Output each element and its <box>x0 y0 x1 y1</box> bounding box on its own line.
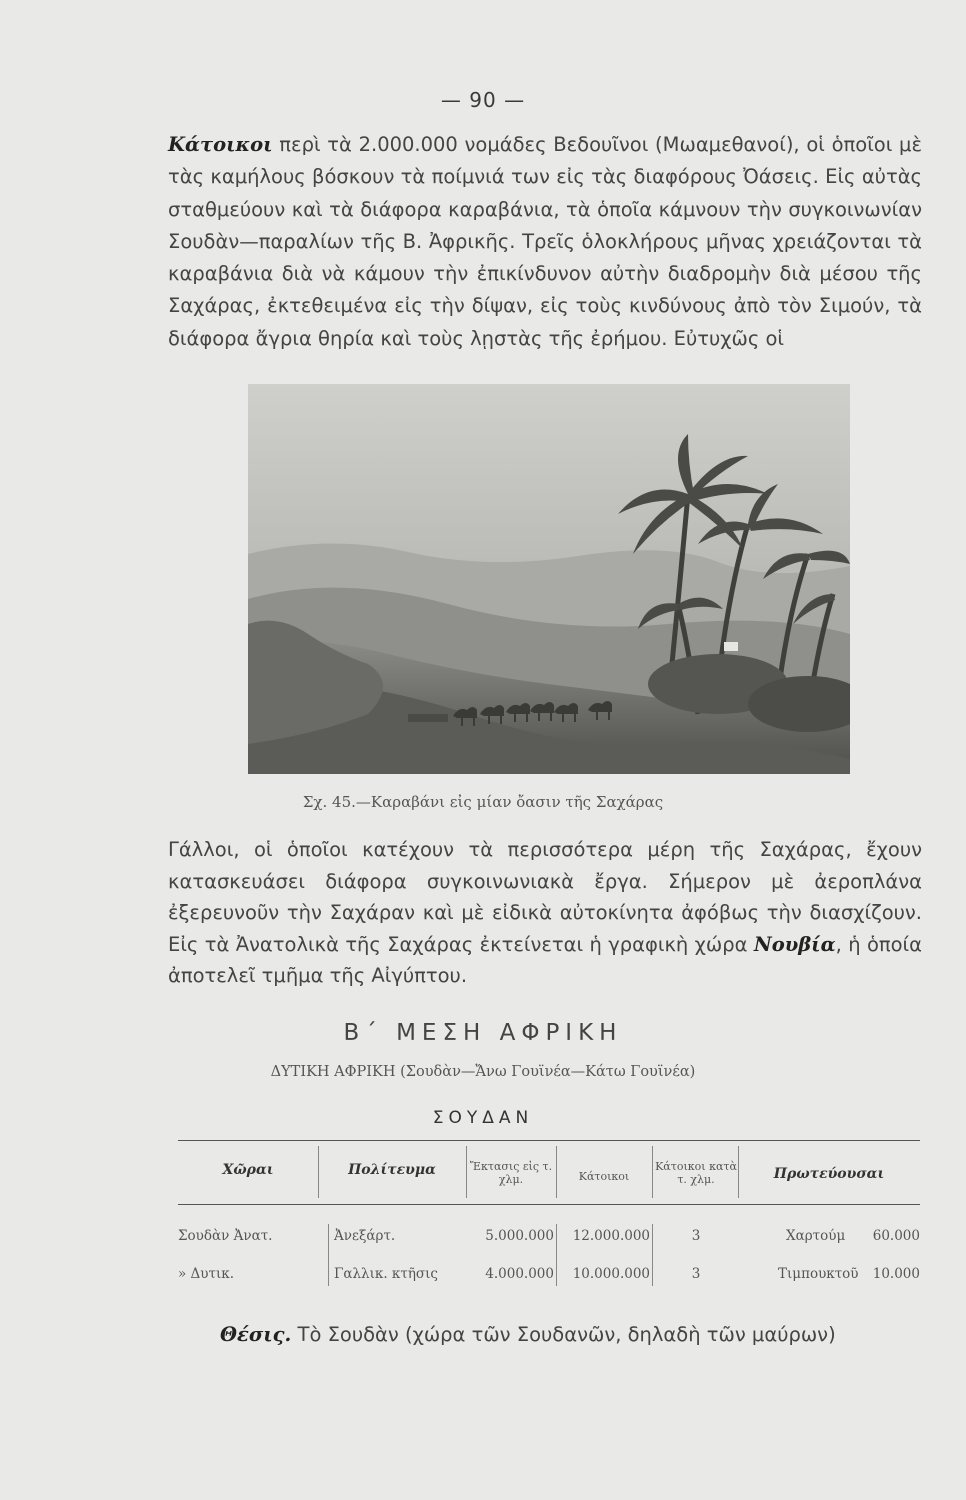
cell-density: 3 <box>691 1266 701 1282</box>
paragraph-text-after: , ἡ ὁποία ἀποτελεῖ τμῆμα τῆς Αἰγύπτου. <box>168 932 922 988</box>
lead-word-position: Θέσις. <box>220 1323 292 1346</box>
cell-density: 3 <box>691 1228 701 1244</box>
paragraph-text: περὶ τὰ 2.000.000 νομάδες Βεδουῖνοι (Μωαμεθανοί), οἱ ὁποῖοι μὲ τὰς καμήλους βόσκουν τὰ ποίμνιά των εἰς τὰς διαφόρους Ὀάσεις. Εἰς αὐτὰς σταθμεύουν καὶ τὰ διάφορα καραβάνια, τὰ ὁποῖα κάμνουν τὴν συγκοινωνίαν Σουδὰν—παραλίων τῆς Β. Ἀφρικῆς. Τρεῖς ὁλοκλήρους μῆνας χρειάζονται τὰ καραβάνια διὰ νὰ κάμουν τὴν ἐπικίνδυνον αὐτὴν διαδρομὴν διὰ μέσου τῆς Σαχάρας, ἐκτεθειμένα εἰς τὴν δίψαν, εἰς τοὺς κινδύνους ἀπὸ τὸν Σιμούν, τὰ διάφορα ἄγρια θηρία καὶ τοὺς λῃστὰς τῆς ἐρήμου. Εὐτυχῶς οἱ <box>168 133 922 350</box>
cell-capital-pop: 10.000 <box>872 1266 920 1282</box>
figure-caption: Σχ. 45.—Καραβάνι εἰς μίαν ὄασιν τῆς Σαχάρας <box>302 793 664 811</box>
cell-capital: Τιμπουκτοῦ <box>778 1266 859 1282</box>
nubia-word: Νουβία <box>753 932 836 956</box>
cell-country: » Δυτικ. <box>178 1266 234 1282</box>
cell-country: Σουδὰν Ἀνατ. <box>178 1228 273 1244</box>
table-top-rule <box>178 1140 920 1141</box>
cell-capital: Χαρτούμ <box>786 1228 846 1244</box>
cell-area: 5.000.000 <box>485 1228 554 1244</box>
column-divider <box>466 1146 467 1198</box>
paragraph-text-before: Γάλλοι, οἱ ὁποῖοι κατέχουν τὰ περισσότερα μέρη τῆς Σαχάρας, ἔχουν κατασκευάσει διάφορα συγκοινωνιακὰ ἔργα. Σήμερον μὲ ἀεροπλάνα ἐξερευνοῦν τὴν Σαχάραν καὶ μὲ εἰδικὰ αὐτοκίνητα ἀφόβως τὴν διασχίζουν. Εἰς τὰ Ἀνατολικὰ τῆς Σαχάρας ἐκτείνεται ἡ γραφικὴ χώρα <box>168 838 922 956</box>
cell-area: 4.000.000 <box>485 1266 554 1282</box>
cell-regime: Ἀνεξάρτ. <box>334 1228 396 1244</box>
section-title: Β΄ ΜΕΣΗ ΑΦΡΙΚΗ <box>343 1020 623 1046</box>
cell-inhabitants: 12.000.000 <box>572 1228 650 1244</box>
header-countries: Χῶραι <box>222 1162 274 1178</box>
row-divider <box>328 1224 329 1286</box>
cell-capital-pop: 60.000 <box>872 1228 920 1244</box>
position-line <box>220 1323 922 1346</box>
section-subtitle: ΔΥΤΙΚΗ ΑΦΡΙΚΗ (Σουδὰν—Ἄνω Γουϊνέα—Κάτω Γουϊνέα) <box>270 1064 696 1080</box>
caravan-oasis-photo <box>248 384 850 774</box>
header-inhabitants: Κάτοικοι <box>578 1170 630 1183</box>
page-number: — 90 — <box>440 88 526 112</box>
row-divider <box>556 1224 557 1286</box>
cell-inhabitants: 10.000.000 <box>572 1266 650 1282</box>
cell-regime: Γαλλικ. κτῆσις <box>334 1266 438 1282</box>
paragraph-french <box>168 834 922 992</box>
header-regime: Πολίτευμα <box>348 1162 436 1178</box>
lead-word-inhabitants: Κάτοικοι <box>168 133 273 156</box>
table-header-rule <box>178 1204 920 1205</box>
oasis-illustration <box>248 384 850 774</box>
header-density: Κάτοικοι κατὰ τ. χλμ. <box>655 1160 737 1186</box>
paragraph-inhabitants <box>168 129 922 355</box>
header-capitals: Πρωτεύουσαι <box>773 1166 885 1182</box>
country-title: ΣΟΥΔΑΝ <box>432 1108 534 1128</box>
row-divider <box>652 1224 653 1286</box>
position-text: Τὸ Σουδὰν (χώρα τῶν Σουδανῶν, δηλαδὴ τῶν μαύρων) <box>297 1323 836 1346</box>
header-area: Ἔκτασις εἰς τ. χλμ. <box>469 1160 553 1186</box>
column-divider <box>652 1146 653 1198</box>
